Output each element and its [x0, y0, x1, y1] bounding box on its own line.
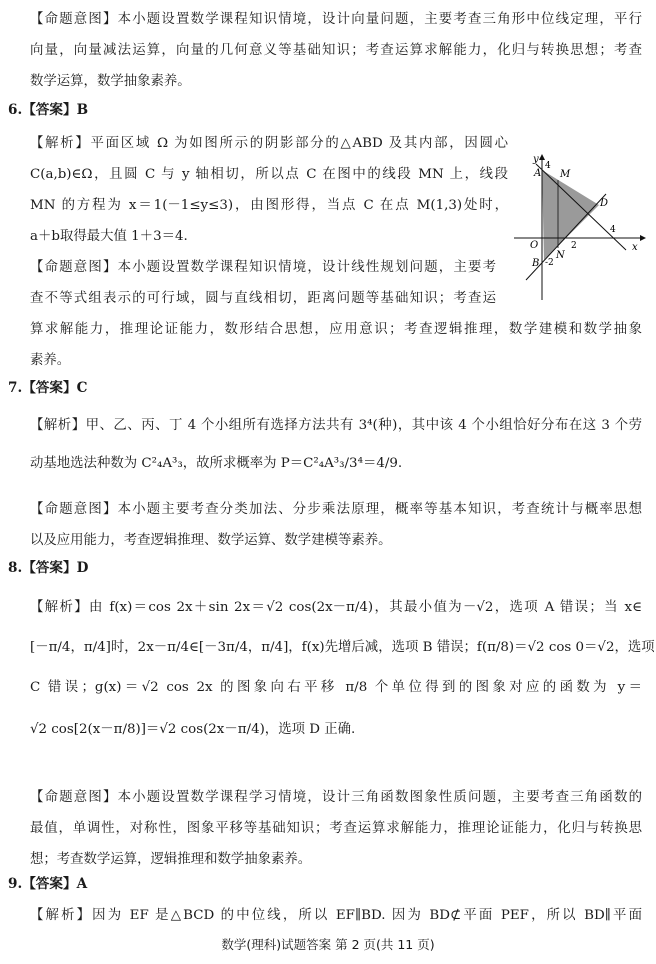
text-line: 【命题意图】本小题设置数学课程知识情境，设计向量问题，主要考查三角形中位线定理，平行 — [30, 12, 642, 27]
feasible-region-figure — [514, 150, 654, 310]
text-line: MN 的方程为 x＝1(－1≤y≤3)，由图形得，当点 C 在点 M(1,3)处时， — [30, 198, 508, 213]
text-line: 【解析】因为 EF 是△BCD 的中位线，所以 EF∥BD. 因为 BD⊄平面 PEF，所以 BD∥平面 — [30, 908, 642, 923]
x-axis-arrow-icon — [640, 235, 646, 241]
text-line: 【解析】由 f(x)＝cos 2x＋sin 2x＝√2 cos(2x－π/4)，其最小值为－√2，选项 A 错误；当 x∈ — [30, 600, 642, 615]
text-line: 【命题意图】本小题设置数学课程知识情境，设计线性规划问题，主要考 — [30, 260, 496, 275]
text-line: 【命题意图】本小题设置数学课程学习情境，设计三角函数图象性质问题，主要考查三角函数的 — [30, 790, 642, 805]
text-line: 最值，单调性，对称性，图象平移等基础知识；考查运算求解能力，推理论证能力，化归与转换思 — [30, 821, 642, 836]
q6-analysis — [30, 128, 508, 252]
text-line: 动基地选法种数为 C²₄A³₃，故所求概率为 P＝C²₄A³₃/3⁴＝4/9. — [30, 456, 403, 471]
text-line: [－π/4，π/4]时，2x－π/4∈[－3π/4，π/4]，f(x)先增后减，选项 B 错误；f(π/8)＝√2 cos 0＝√2，选项 — [30, 640, 655, 655]
q7-intent — [30, 494, 642, 556]
text-line: 想；考查数学运算，逻辑推理和数学抽象素养。 — [30, 852, 312, 867]
q9-analysis — [30, 900, 642, 931]
q9-answer: 9.【答案】A — [8, 876, 88, 892]
text-line: √2 cos[2(x－π/8)]＝√2 cos(2x－π/4)，选项 D 正确. — [30, 722, 356, 737]
text-line: 向量，向量减法运算，向量的几何意义等基础知识；考查运算求解能力，化归与转换思想；考查 — [30, 43, 642, 58]
label-y-neg2: -2 — [545, 258, 554, 268]
label-n: N — [556, 250, 565, 261]
label-d: D — [600, 198, 609, 209]
text-line: 【命题意图】本小题主要考查分类加法、分步乘法原理，概率等基本知识，考查统计与概率思想 — [30, 502, 642, 517]
text-line: 以及应用能力，考查逻辑推理、数学运算、数学建模等素养。 — [30, 533, 392, 548]
label-o: O — [530, 240, 539, 251]
text-line: a＋b取得最大值 1＋3＝4. — [30, 229, 188, 244]
text-line: 【解析】甲、乙、丙、丁 4 个小组所有选择方法共有 3⁴(种)，其中该 4 个小组恰好分布在这 3 个劳 — [30, 418, 642, 433]
q7-answer: 7.【答案】C — [8, 380, 88, 396]
label-b: B — [532, 258, 540, 269]
text-line: 查不等式组表示的可行域，圆与直线相切，距离问题等基础知识；考查运 — [30, 291, 496, 306]
q6-answer: 6.【答案】B — [8, 102, 89, 118]
label-x: x — [632, 242, 638, 253]
text-line: C(a,b)∈Ω，且圆 C 与 y 轴相切，所以点 C 在图中的线段 MN 上，线段 — [30, 167, 508, 182]
text-line: 数学运算，数学抽象素养。 — [30, 74, 191, 89]
text-line: C 错误；g(x)＝√2 cos 2x 的图象向右平移 π/8 个单位得到的图象对应的函数为 y＝ — [30, 680, 642, 695]
q8-intent — [30, 782, 642, 875]
label-y: y — [533, 154, 539, 165]
label-x4: 4 — [610, 225, 616, 235]
q7-analysis — [30, 410, 642, 486]
text-line: 素养。 — [30, 353, 71, 368]
text-line: 【解析】平面区域 Ω 为如图所示的阴影部分的△ABD 及其内部，因圆心 — [30, 136, 508, 151]
label-x2: 2 — [571, 241, 577, 251]
page-footer: 数学(理科)试题答案 第 2 页(共 11 页) — [221, 937, 435, 952]
label-m: M — [560, 169, 571, 180]
q8-analysis — [30, 592, 655, 756]
intent-q5 — [30, 4, 642, 97]
q8-answer: 8.【答案】D — [8, 560, 89, 576]
y-axis-arrow-icon — [539, 154, 545, 160]
label-y4: 4 — [545, 161, 551, 171]
text-line: 算求解能力，推理论证能力，数形结合思想，应用意识；考查逻辑推理，数学建模和数学抽象 — [30, 322, 642, 337]
label-a: A — [534, 168, 542, 179]
